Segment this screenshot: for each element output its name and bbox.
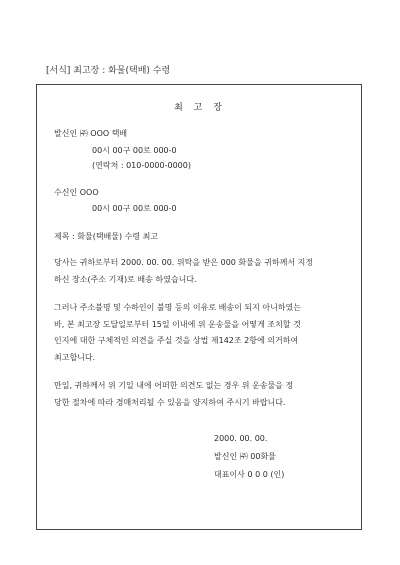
paragraph-line: 인지에 대한 구체적인 의견을 주실 것을 상법 제142조 2항에 의거하여 <box>54 336 299 345</box>
sender-contact: (연락처 : 010-0000-0000) <box>92 161 191 170</box>
paragraph-line: 최고합니다. <box>54 352 96 362</box>
sender-label: 발신인 ㈜ OOO 택배 <box>54 129 128 138</box>
sender-address: 00시 00구 00로 000-0 <box>92 146 177 155</box>
paragraph-line: 바, 본 최고장 도달일로부터 15일 이내에 위 운송물을 어떻게 조치할 것 <box>54 319 301 329</box>
paragraph-line: 하신 장소(주소 기재)로 배송 하였습니다. <box>54 274 197 284</box>
closing-representative: 대표이사 0 0 0 (인) <box>214 470 285 479</box>
form-label: [서식] 최고장 : 화물(택배) 수령 <box>46 66 171 76</box>
paragraph-1 <box>54 255 350 288</box>
recipient-address: 00시 00구 00로 000-0 <box>92 204 177 213</box>
paragraph-line: 그러나 주소불명 및 수하인이 불명 등의 이유로 배송이 되지 아니하였는 <box>54 303 301 312</box>
recipient-label: 수신인 OOO <box>54 188 99 197</box>
document-title: 최 고 장 <box>174 103 226 113</box>
paragraph-2 <box>54 300 350 366</box>
paragraph-line: 당사는 귀하로부터 2000. 00. 00. 위탁을 받은 000 화물을 귀하께서 지정 <box>54 258 314 267</box>
paragraph-line: 당한 절차에 따라 경매처리될 수 있음을 양지하여 주시기 바랍니다. <box>54 397 286 407</box>
paragraph-line: 만일, 귀하께서 위 기일 내에 어떠한 의견도 없는 경우 위 운송물을 정 <box>54 381 294 390</box>
closing-date: 2000. 00. 00. <box>214 434 268 443</box>
closing-sender: 발신인 ㈜ 00화물 <box>214 452 276 461</box>
paragraph-3 <box>54 378 350 411</box>
subject-line: 제목 : 화물(택배물) 수령 최고 <box>54 232 159 241</box>
